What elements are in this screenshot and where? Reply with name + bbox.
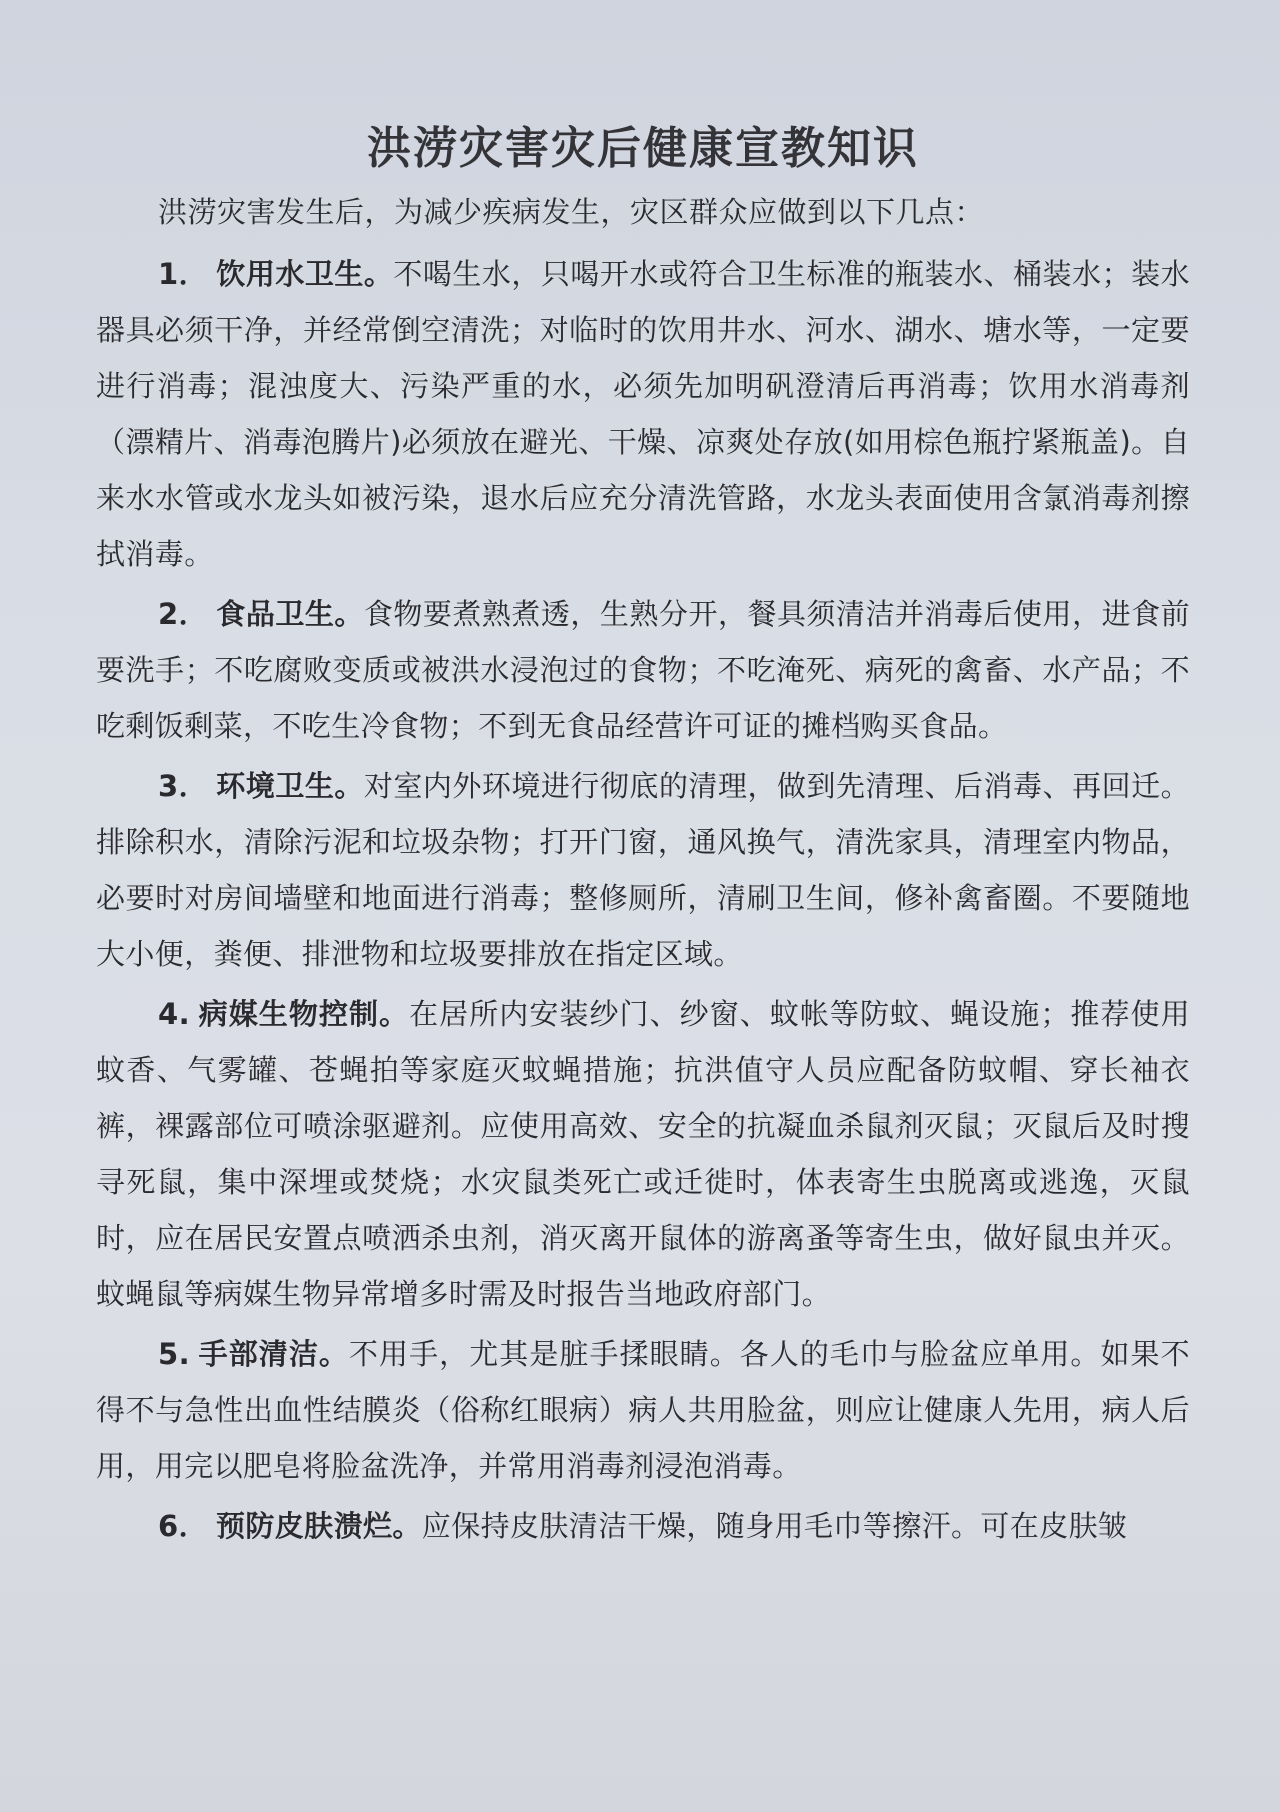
section-vector-control — [96, 986, 1190, 1322]
section-body: 在居所内安装纱门、纱窗、蚊帐等防蚊、蝇设施；推荐使用蚊香、气雾罐、苍蝇拍等家庭灭蚊蝇措施；抗洪值守人员应配备防蚊帽、穿长袖衣裤，裸露部位可喷涂驱避剂。应使用高效、安全的抗凝血杀鼠剂灭鼠；灭鼠后及时搜寻死鼠，集中深埋或焚烧；水灾鼠类死亡或迁徙时，体表寄生虫脱离或逃逸，灭鼠时，应在居民安置点喷洒杀虫剂，消灭离开鼠体的游离蚤等寄生虫，做好鼠虫并灭。蚊蝇鼠等病媒生物异常增多时需及时报告当地政府部门。 — [96, 997, 1190, 1311]
section-heading: 环境卫生。 — [216, 769, 364, 803]
section-environment-hygiene — [96, 758, 1190, 982]
document-title: 洪涝灾害灾后健康宣教知识 — [367, 123, 919, 174]
section-number: 6． — [158, 1509, 208, 1543]
section-body: 不喝生水，只喝开水或符合卫生标准的瓶装水、桶装水；装水器具必须干净，并经常倒空清洗；对临时的饮用井水、河水、湖水、塘水等，一定要进行消毒；混浊度大、污染严重的水，必须先加明矾澄清后再消毒；饮用水消毒剂（漂精片、消毒泡腾片)必须放在避光、干燥、凉爽处存放(如用棕色瓶拧紧瓶盖)。自来水水管或水龙头如被污染，退水后应充分清洗管路，水龙头表面使用含氯消毒剂擦拭消毒。 — [96, 257, 1190, 571]
section-heading: 病媒生物控制。 — [198, 997, 410, 1031]
section-number: 1． — [158, 257, 209, 291]
section-drinking-water — [96, 246, 1190, 582]
intro-paragraph: 洪涝灾害发生后，为减少疾病发生，灾区群众应做到以下几点： — [158, 195, 985, 229]
section-heading: 手部清洁。 — [198, 1337, 349, 1371]
section-body: 食物要煮熟煮透，生熟分开，餐具须清洁并消毒后使用，进食前要洗手；不吃腐败变质或被洪水浸泡过的食物；不吃淹死、病死的禽畜、水产品；不吃剩饭剩菜，不吃生冷食物；不到无食品经营许可证的摊档购买食品。 — [96, 597, 1190, 743]
section-hand-hygiene — [96, 1326, 1190, 1494]
section-heading: 饮用水卫生。 — [216, 257, 394, 291]
section-number: 3． — [158, 769, 209, 803]
section-body: 不用手，尤其是脏手揉眼睛。各人的毛巾与脸盆应单用。如果不得不与急性出血性结膜炎（俗称红眼病）病人共用脸盆，则应让健康人先用，病人后用，用完以肥皂将脸盆洗净，并常用消毒剂浸泡消毒。 — [96, 1337, 1190, 1483]
section-food-hygiene — [96, 586, 1190, 754]
section-number: 2． — [158, 597, 209, 631]
section-body: 对室内外环境进行彻底的清理，做到先清理、后消毒、再回迁。排除积水，清除污泥和垃圾杂物；打开门窗，通风换气，清洗家具，清理室内物品，必要时对房间墙壁和地面进行消毒；整修厕所，清刷卫生间，修补禽畜圈。不要随地大小便，粪便、排泄物和垃圾要排放在指定区域。 — [96, 769, 1190, 971]
section-heading: 预防皮肤溃烂。 — [215, 1509, 422, 1543]
section-body: 应保持皮肤清洁干燥，随身用毛巾等擦汗。可在皮肤皱 — [421, 1509, 1128, 1543]
section-number: 5. — [158, 1337, 190, 1371]
section-skin-care — [96, 1498, 1190, 1554]
section-heading: 食品卫生。 — [216, 597, 364, 631]
section-number: 4. — [158, 997, 190, 1031]
